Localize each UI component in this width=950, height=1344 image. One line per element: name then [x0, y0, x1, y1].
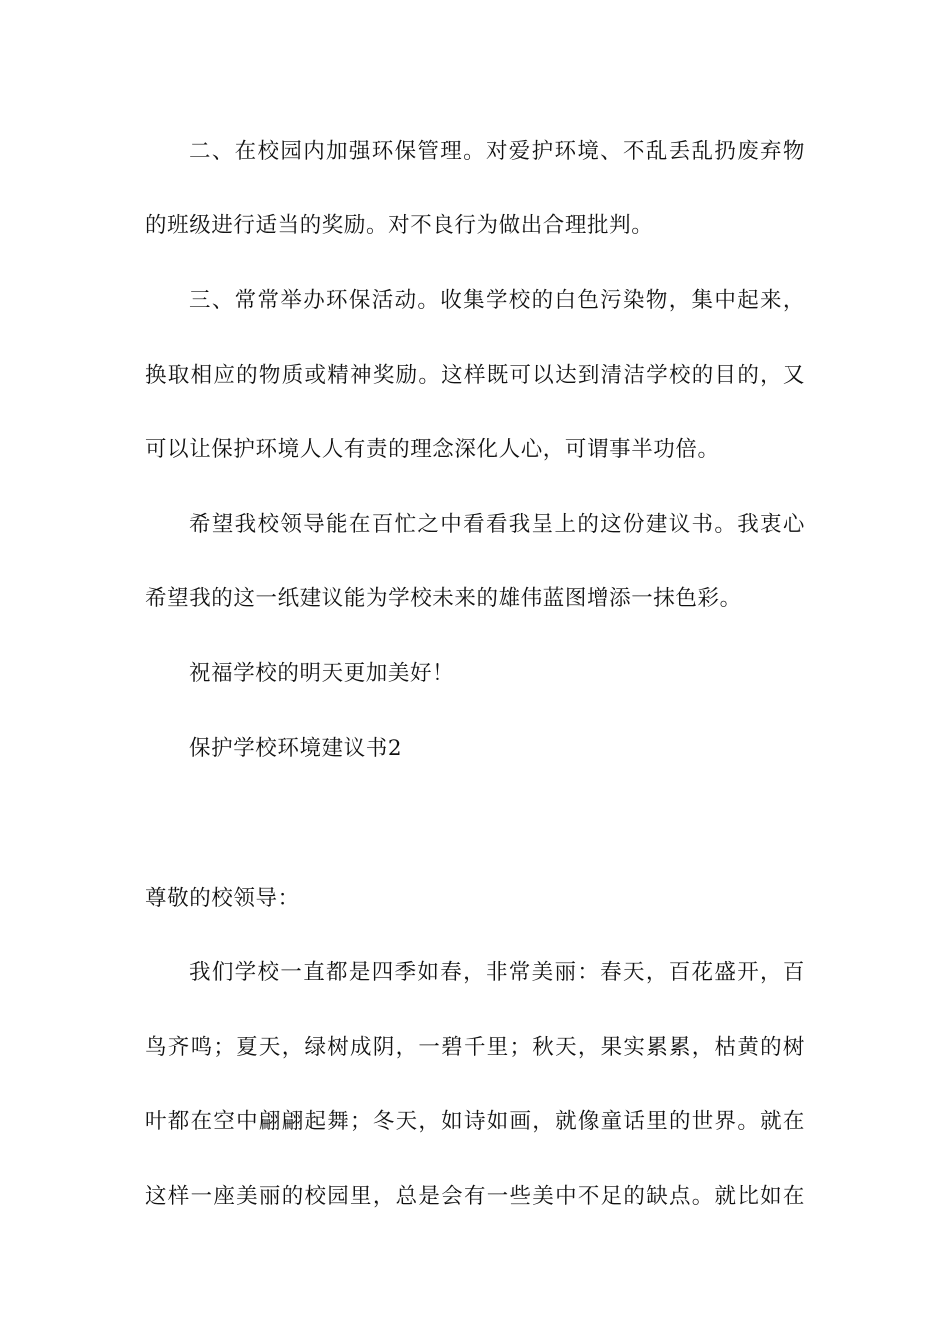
paragraph-line: 我们学校一直都是四季如春，非常美丽：春天，百花盛开，百	[189, 960, 805, 985]
paragraph-line: 可以让保护环境人人有责的理念深化人心，可谓事半功倍。	[145, 437, 720, 462]
section-title: 保护学校环境建议书2	[189, 736, 403, 761]
paragraph-line: 这样一座美丽的校园里，总是会有一些美中不足的缺点。就比如在	[145, 1184, 805, 1209]
paragraph-line: 鸟齐鸣；夏天，绿树成阴，一碧千里；秋天，果实累累，枯黄的树	[145, 1035, 805, 1060]
paragraph-line: 三、常常举办环保活动。收集学校的白色污染物，集中起来，	[189, 288, 805, 313]
paragraph-line: 叶都在空中翩翩起舞；冬天，如诗如画，就像童话里的世界。就在	[145, 1109, 805, 1134]
paragraph-line: 的班级进行适当的奖励。对不良行为做出合理批判。	[145, 213, 654, 238]
paragraph-line: 二、在校园内加强环保管理。对爱护环境、不乱丢乱扔废弃物	[189, 139, 805, 164]
salutation: 尊敬的校领导：	[145, 886, 300, 911]
paragraph-line: 希望我的这一纸建议能为学校未来的雄伟蓝图增添一抹色彩。	[145, 586, 742, 611]
paragraph-line: 换取相应的物质或精神奖励。这样既可以达到清洁学校的目的，又	[145, 363, 805, 388]
closing-line: 祝福学校的明天更加美好！	[189, 661, 455, 686]
paragraph-line: 希望我校领导能在百忙之中看看我呈上的这份建议书。我衷心	[189, 512, 805, 537]
